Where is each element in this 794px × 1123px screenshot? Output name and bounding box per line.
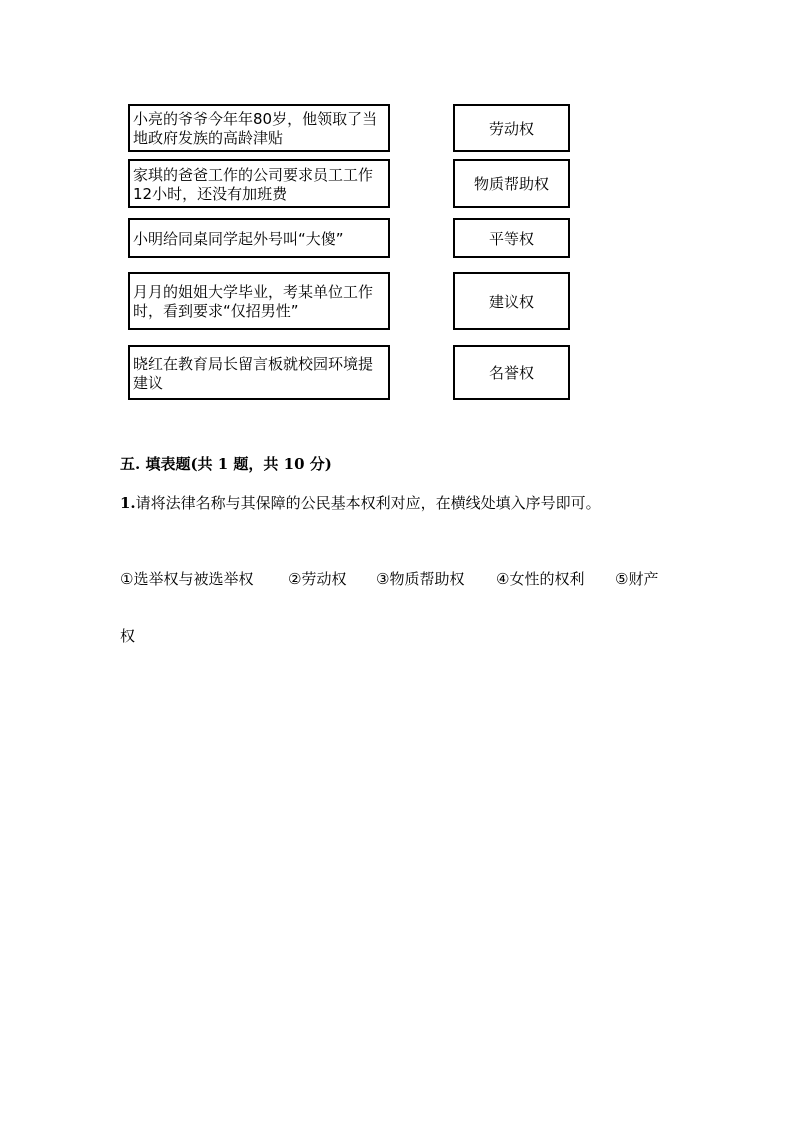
question-number: 1. xyxy=(120,494,136,512)
option-5-continuation: 权 xyxy=(120,627,136,645)
match-left-item-3 xyxy=(128,218,390,258)
option-2: ②劳动权 xyxy=(288,570,347,588)
option-3: ③物质帮助权 xyxy=(376,570,465,588)
match-left-item-1 xyxy=(128,104,390,152)
match-right-text: 平等权 xyxy=(488,229,534,248)
match-left-item-4 xyxy=(128,272,390,330)
match-left-text: 小明给同桌同学起外号叫“大傻” xyxy=(133,229,344,248)
match-right-text: 名誉权 xyxy=(488,364,534,382)
match-right-text: 劳动权 xyxy=(488,119,534,138)
option-1: ①选举权与被选举权 xyxy=(120,570,254,588)
match-right-text: 建议权 xyxy=(488,292,534,311)
match-left-text: 晓红在教育局长留言板就校园环境提建议 xyxy=(133,354,374,392)
match-right-item-4 xyxy=(453,272,570,330)
match-right-item-1 xyxy=(453,104,570,152)
match-left-item-2 xyxy=(128,159,390,208)
section-title: 五. 填表题(共 1 题，共 10 分) xyxy=(120,455,332,473)
match-right-item-3 xyxy=(453,218,570,258)
question-text: 请将法律名称与其保障的公民基本权利对应，在横线处填入序号即可。 xyxy=(135,494,601,512)
match-right-item-5 xyxy=(453,345,570,400)
match-left-text: 小亮的爷爷今年年80岁，他领取了当地政府发族的高龄津贴 xyxy=(133,110,378,147)
question-1 xyxy=(120,492,601,513)
match-left-text: 月月的姐姐大学毕业，考某单位工作时，看到要求“仅招男性” xyxy=(133,283,374,320)
match-left-item-5 xyxy=(128,345,390,400)
match-right-item-2 xyxy=(453,159,570,208)
option-4: ④女性的权利 xyxy=(496,570,585,588)
match-left-text: 家琪的爸爸工作的公司要求员工工作12小时，还没有加班费 xyxy=(133,165,374,203)
match-right-text: 物质帮助权 xyxy=(473,175,549,193)
option-5: ⑤财产 xyxy=(615,570,659,588)
